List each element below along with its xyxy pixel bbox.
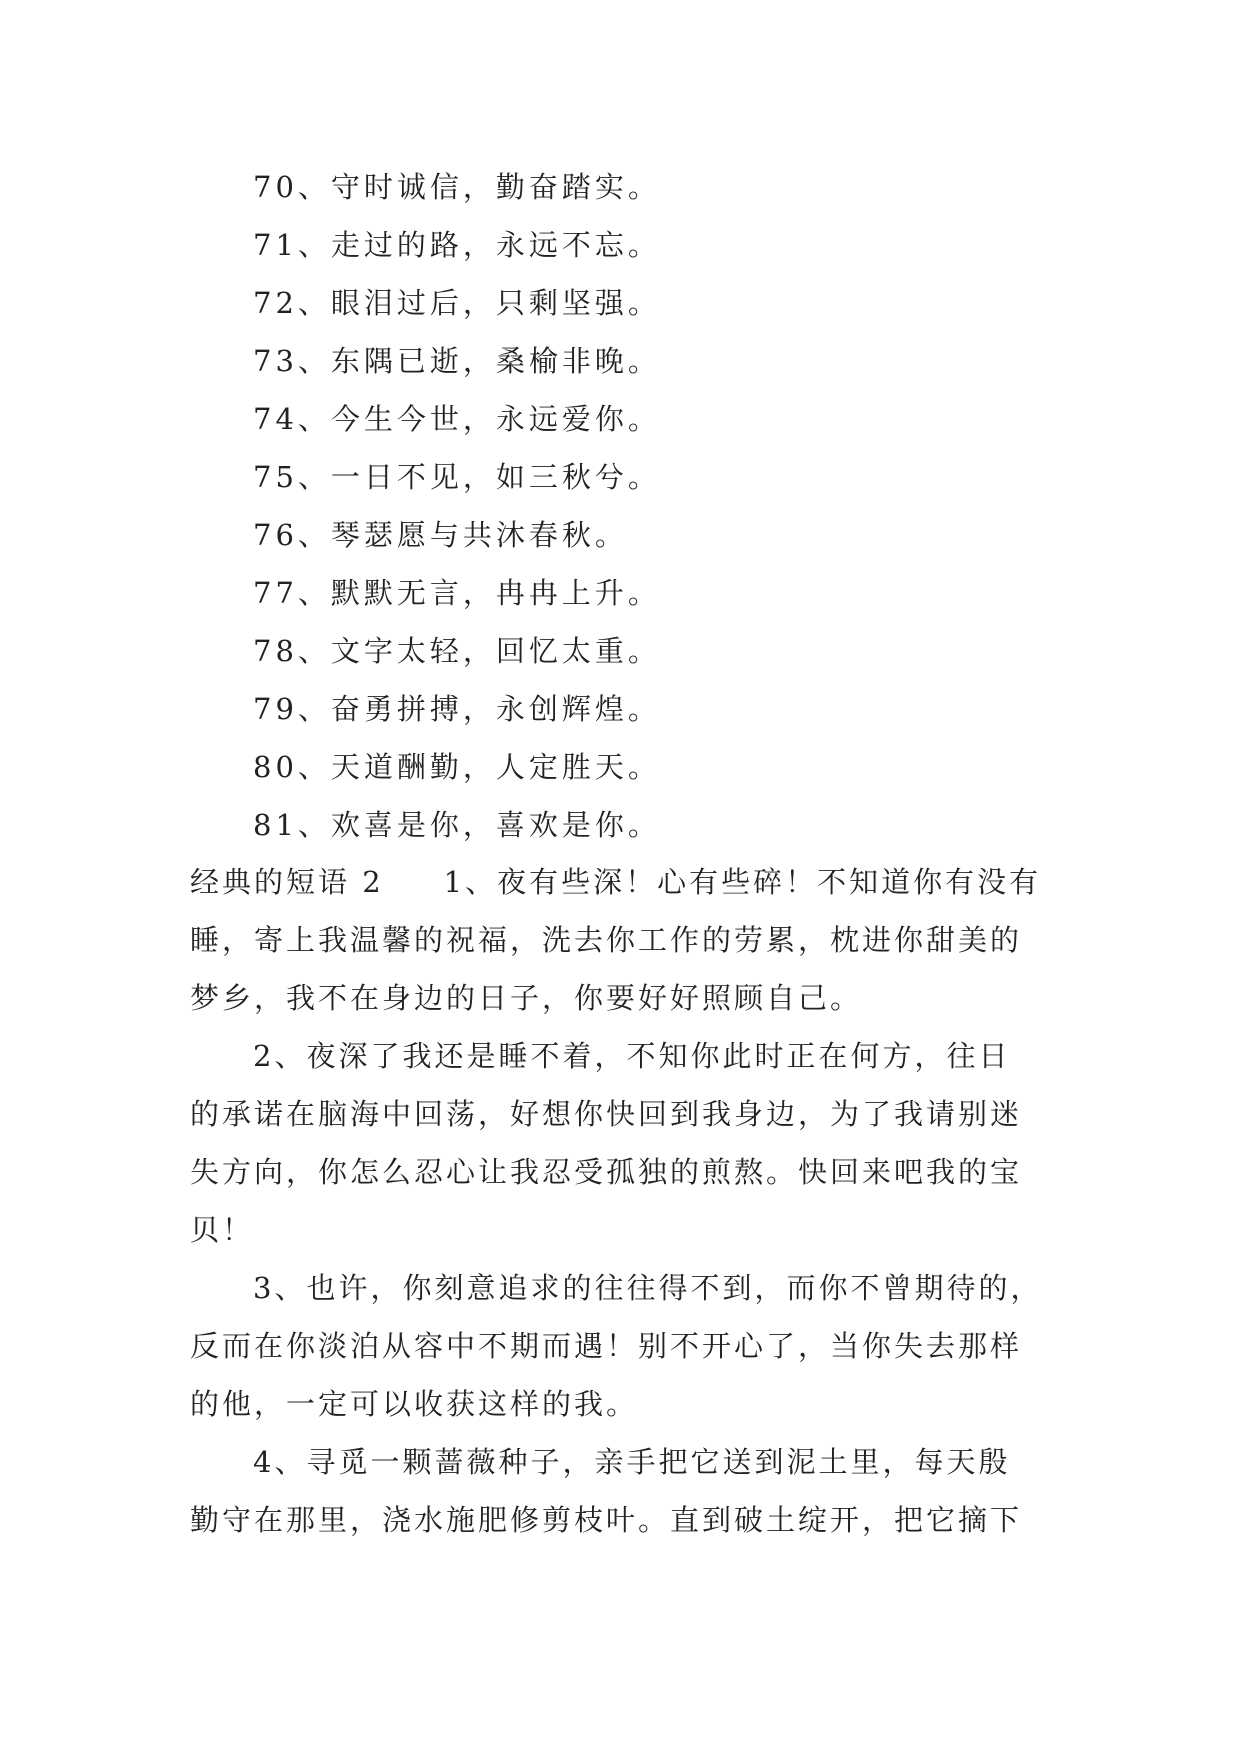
paragraph-3-line-1: 3、也许，你刻意追求的往往得不到，而你不曾期待的， [253,1271,1043,1305]
section-body [190,853,1050,1549]
paragraph-1-start: 1、夜有些深！心有些碎！不知道你有没有 [443,865,1042,899]
list-item: 78、文字太轻，回忆太重。 [253,634,661,668]
list-item: 72、眼泪过后，只剩坚强。 [253,286,661,320]
list-item: 74、今生今世，永远爱你。 [253,402,661,436]
list-item: 73、东隅已逝，桑榆非晚。 [253,344,661,378]
paragraph-2-line-3: 失方向，你怎么忍心让我忍受孤独的煎熬。快回来吧我的宝 [190,1155,1023,1189]
list-item: 70、守时诚信，勤奋踏实。 [253,170,661,204]
paragraph-2-line-1: 2、夜深了我还是睡不着，不知你此时正在何方，往日 [253,1039,1011,1073]
list-item: 81、欢喜是你，喜欢是你。 [253,808,661,842]
paragraph-4-line-2: 勤守在那里，浇水施肥修剪枝叶。直到破土绽开，把它摘下 [190,1503,1023,1537]
phrase-list [253,158,1153,854]
paragraph-2-line-2: 的承诺在脑海中回荡，好想你快回到我身边，为了我请别迷 [190,1097,1023,1131]
paragraph-3-line-3: 的他，一定可以收获这样的我。 [190,1387,639,1421]
paragraph-2-line-4: 贝！ [190,1213,255,1247]
paragraph-1-line-2: 睡，寄上我温馨的祝福，洗去你工作的劳累，枕进你甜美的 [190,923,1023,957]
section-heading: 经典的短语 2 [190,865,384,899]
list-item: 75、一日不见，如三秋兮。 [253,460,661,494]
list-item: 79、奋勇拼搏，永创辉煌。 [253,692,661,726]
paragraph-3-line-2: 反而在你淡泊从容中不期而遇！别不开心了，当你失去那样 [190,1329,1023,1363]
list-item: 71、走过的路，永远不忘。 [253,228,661,262]
paragraph-4-line-1: 4、寻觅一颗蔷薇种子，亲手把它送到泥土里，每天殷 [253,1445,1011,1479]
list-item: 77、默默无言，冉冉上升。 [253,576,661,610]
list-item: 80、天道酬勤，人定胜天。 [253,750,661,784]
paragraph-1-line-1 [190,853,1050,911]
paragraph-1-line-3: 梦乡，我不在身边的日子，你要好好照顾自己。 [190,981,863,1015]
list-item: 76、琴瑟愿与共沐春秋。 [253,518,628,552]
